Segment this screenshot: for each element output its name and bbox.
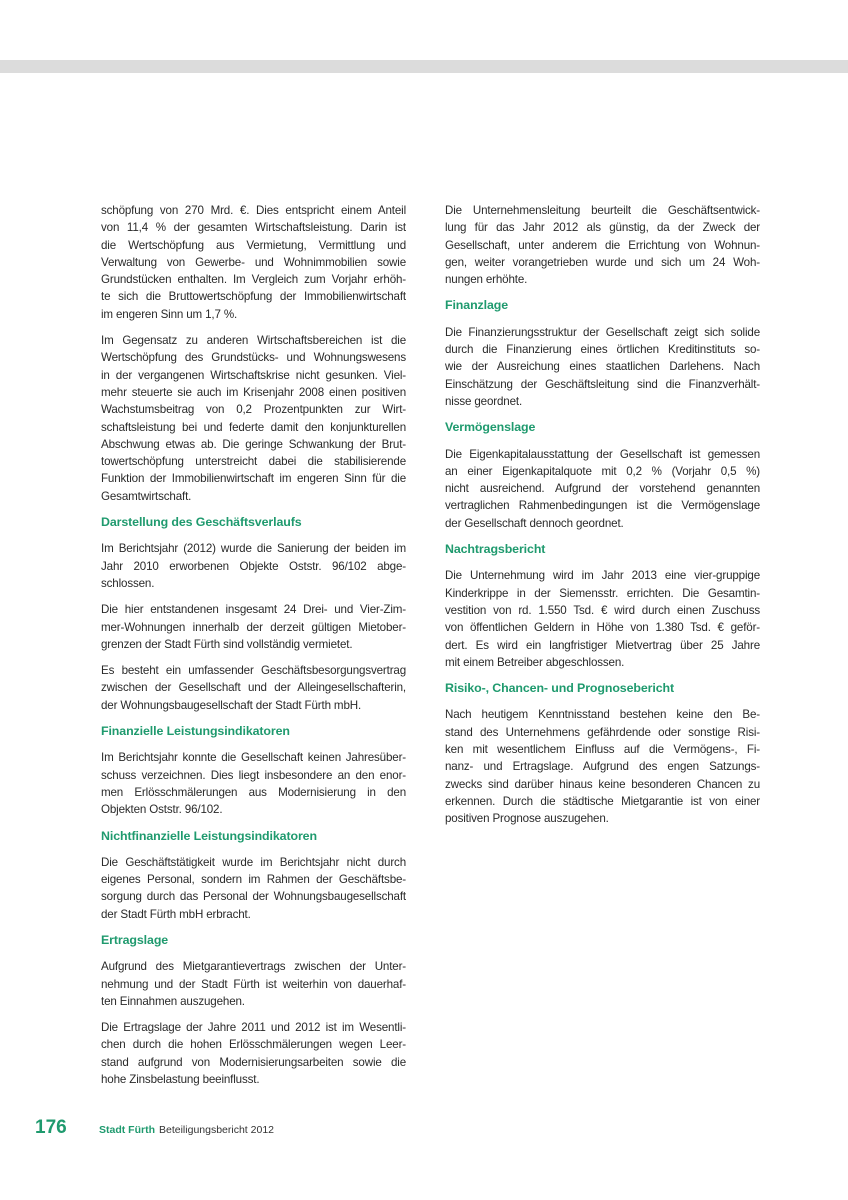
text-line: Es besteht ein umfassender Geschäftsbesorgungsvertrag: [101, 664, 406, 678]
text-line: sorgung durch das Personal der Wohnungsbaugesellschaft: [101, 890, 406, 904]
paragraph: [445, 706, 760, 827]
top-gray-bar: [0, 60, 848, 73]
text-line: ken mit wesentlichem Einfluss auf die Vermögens-, Fi-: [445, 743, 760, 757]
text-line: Die Geschäftstätigkeit wurde im Berichtsjahr nicht durch: [101, 855, 406, 869]
text-line: vertraglichen Rahmenbedingungen ist die Vermögenslage: [445, 499, 760, 513]
footer-report-title: Beteiligungsbericht 2012: [159, 1124, 274, 1136]
text-line: eigenes Personal, sondern im Rahmen der Geschäftsbe-: [101, 873, 406, 887]
paragraph: [445, 567, 760, 671]
text-line: Kinderkrippe in der Siemensstr. errichten. Die Gesamtin-: [445, 586, 760, 600]
text-line: Die Unternehmung wird im Jahr 2013 eine vier-gruppige: [445, 569, 760, 583]
text-line: der Gesellschaft dennoch geordnet.: [445, 516, 624, 530]
text-line: Nach heutigem Kenntnisstand bestehen keine den Be-: [445, 708, 760, 722]
paragraph: [445, 446, 760, 532]
text-line: mit einem Betreiber abgeschlossen.: [445, 655, 625, 669]
text-line: durch die Finanzierung eines örtlichen Kreditinstituts so-: [445, 343, 760, 357]
text-line: nehmung und der Stadt Fürth ist weiterhin von dauerhaf-: [101, 977, 406, 991]
text-line: nanz- und Ertragslage. Aufgrund des engen Satzungs-: [445, 760, 760, 774]
text-line: Aufgrund des Mietgarantievertrags zwischen der Unter-: [101, 960, 406, 974]
text-line: lung für das Jahr 2012 als günstig, da der Zweck der: [445, 221, 760, 235]
text-line: Die Eigenkapitalausstattung der Gesellschaft ist gemessen: [445, 447, 760, 461]
section-heading: Finanzielle Leistungsindikatoren: [101, 724, 290, 739]
text-line: zwischen der Gesellschaft und der Alleingesellschafterin,: [101, 681, 406, 695]
text-line: Grundstücken enthalten. Im Vergleich zum Vorjahr erhöh-: [101, 273, 406, 287]
footer-city: Stadt Fürth: [99, 1124, 155, 1136]
text-line: Funktion der Immobilienwirtschaft im engeren Sinn für die: [101, 472, 406, 486]
page-footer: [35, 1117, 274, 1139]
text-line: die Wertschöpfung aus Vermietung, Vermittlung und: [101, 238, 406, 252]
paragraph: [445, 324, 760, 410]
text-line: gen, weiter vorangetrieben wurde und sich um 24 Woh-: [445, 255, 760, 269]
text-line: von 11,4 % der gesamten Wirtschaftsleistung. Darin ist: [101, 221, 406, 235]
text-line: positiven Prognose auszugehen.: [445, 812, 609, 826]
text-line: mehr steuerte sie auch im Krisenjahr 2008 einen positiven: [101, 385, 406, 399]
left-column: [101, 202, 406, 1097]
text-line: mer-Wohnungen innerhalb der derzeit gültigen Mietober-: [101, 620, 406, 634]
text-line: Objekten Oststr. 96/102.: [101, 803, 223, 817]
paragraph: [101, 958, 406, 1010]
text-line: Im Berichtsjahr (2012) wurde die Sanierung der beiden im: [101, 542, 406, 556]
page-number: 176: [35, 1117, 67, 1138]
text-line: nisse geordnet.: [445, 394, 523, 408]
paragraph: [101, 1019, 406, 1088]
text-line: hohe Zinsbelastung beeinflusst.: [101, 1073, 260, 1087]
text-line: zwecks sind darüber hinaus keine besonderen Chancen zu: [445, 777, 760, 791]
text-line: Wachstumsbeitrag von 0,2 Prozentpunkten zur Wirt-: [101, 403, 406, 417]
text-line: Die Finanzierungsstruktur der Gesellschaft zeigt sich solide: [445, 325, 760, 339]
paragraph: [101, 854, 406, 923]
right-column: [445, 202, 760, 837]
text-line: Jahr 2010 erworbenen Objekte Oststr. 96/102 abge-: [101, 559, 406, 573]
paragraph: [101, 662, 406, 714]
text-line: nungen erhöhte.: [445, 273, 528, 287]
section-heading: Nichtfinanzielle Leistungsindikatoren: [101, 828, 317, 843]
section-heading: Darstellung des Geschäftsverlaufs: [101, 515, 302, 530]
text-line: te sich die Bruttowertschöpfung der Immobilienwirtschaft: [101, 290, 406, 304]
text-line: ten Einnahmen auszugehen.: [101, 994, 245, 1008]
paragraph: [101, 749, 406, 818]
text-line: Im Berichtsjahr konnte die Gesellschaft keinen Jahresüber-: [101, 751, 406, 765]
text-line: dert. Es wird ein langfristiger Mietvertrag über 25 Jahre: [445, 638, 760, 652]
text-line: schuss verzeichnen. Dies liegt insbesondere an den enor-: [101, 768, 406, 782]
text-line: schaftsleistung bei und federte damit den konjunkturellen: [101, 420, 406, 434]
text-line: Die Ertragslage der Jahre 2011 und 2012 ist im Wesentli-: [101, 1021, 406, 1035]
text-line: Die Unternehmensleitung beurteilt die Geschäftsentwick-: [445, 204, 760, 217]
section-heading: Risiko-, Chancen- und Prognosebericht: [445, 681, 674, 696]
text-line: grenzen der Stadt Fürth sind vollständig vermietet.: [101, 637, 353, 651]
text-line: erkennen. Durch die städtische Mietgarantie ist von einer: [445, 794, 760, 808]
text-line: im engeren Sinn um 1,7 %.: [101, 307, 238, 321]
paragraph: [445, 202, 760, 288]
text-line: an einer Eigenkapitalquote mit 0,2 % (Vorjahr 0,5 %): [445, 464, 760, 478]
text-line: vestition von rd. 1.550 Tsd. € wird durch einen Zuschuss: [445, 603, 760, 617]
paragraph: [101, 202, 406, 323]
section-heading: Finanzlage: [445, 298, 509, 313]
text-line: stand des Unternehmens gefährdende oder sonstige Risi-: [445, 725, 760, 739]
text-line: towertschöpfung unterstreicht dabei die stabilisierende: [101, 455, 406, 469]
text-line: Die hier entstandenen insgesamt 24 Drei- und Vier-Zim-: [101, 603, 406, 617]
text-line: der Wohnungsbaugesellschaft der Stadt Fürth mbH.: [101, 698, 362, 712]
text-line: Einschätzung der Geschäftsleitung sind die Finanzverhält-: [445, 377, 760, 391]
section-heading: Nachtragsbericht: [445, 542, 546, 557]
section-heading: Vermögenslage: [445, 420, 536, 435]
section-heading: Ertragslage: [101, 932, 169, 947]
paragraph: [101, 540, 406, 592]
text-line: schlossen.: [101, 576, 155, 590]
paragraph: [101, 601, 406, 653]
text-line: Abschwung etwas ab. Die geringe Schwankung der Brut-: [101, 437, 406, 451]
text-line: von öffentlichen Geldern in Höhe von 1.380 Tsd. € geför-: [445, 621, 760, 635]
text-line: men Erlösschmälerungen aus Modernisierung in den: [101, 785, 406, 799]
text-line: schöpfung von 270 Mrd. €. Dies entspricht einem Anteil: [101, 204, 406, 217]
text-line: wie der Ausreichung eines staatlichen Darlehens. Nach: [445, 360, 760, 374]
text-line: Verwaltung von Gewerbe- und Wohnimmobilien sowie: [101, 255, 406, 269]
text-line: Gesellschaft, unter anderem die Errichtung von Wohnun-: [445, 238, 760, 252]
text-line: in der vergangenen Wirtschaftskrise nicht gesunken. Viel-: [101, 368, 406, 382]
text-line: der Stadt Fürth mbH erbracht.: [101, 907, 251, 921]
text-line: chen durch die hohen Erlösschmälerungen wegen Leer-: [101, 1038, 406, 1052]
text-line: stand aufgrund von Modernisierungsarbeiten sowie die: [101, 1055, 406, 1069]
text-line: Gesamtwirtschaft.: [101, 489, 192, 503]
paragraph: [101, 332, 406, 505]
text-line: nicht ausreichend. Aufgrund der vorstehend genannten: [445, 482, 760, 496]
text-line: Wertschöpfung des Grundstücks- und Wohnungswesens: [101, 351, 406, 365]
text-line: Im Gegensatz zu anderen Wirtschaftsbereichen ist die: [101, 334, 406, 348]
